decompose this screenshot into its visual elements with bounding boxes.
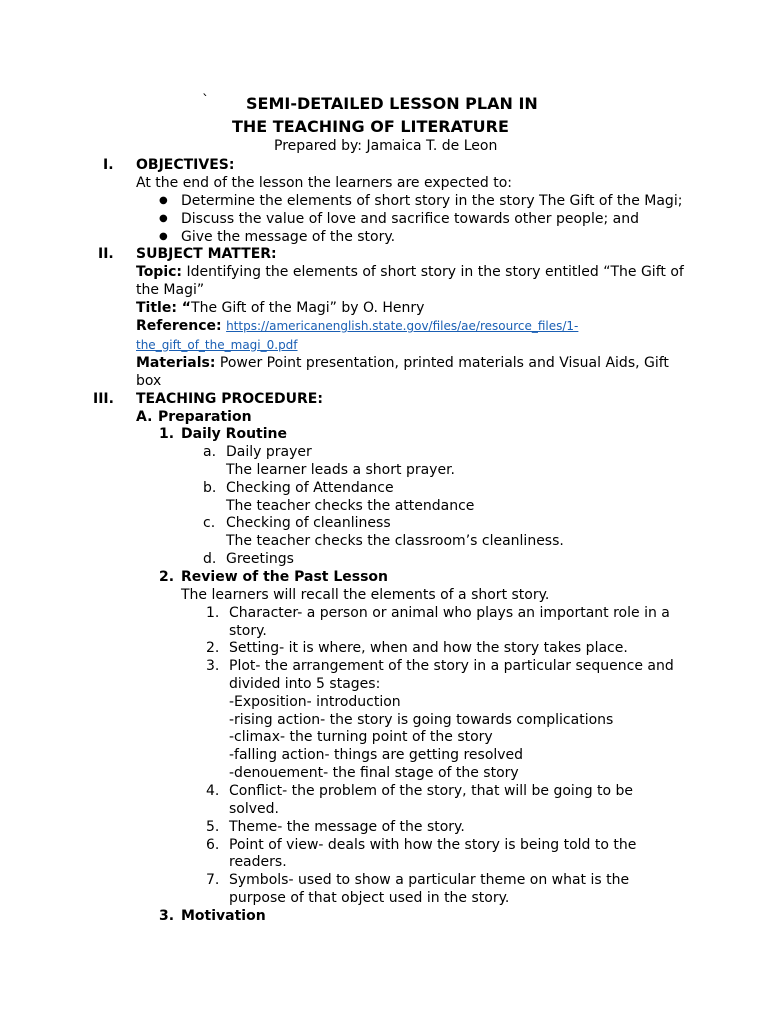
objective-bullet: Give the message of the story. (181, 229, 396, 245)
motivation-number: 3. (159, 908, 175, 924)
routine-letter: d. (203, 551, 217, 567)
review-number: 2. (159, 569, 175, 585)
review-intro: The learners will recall the elements of a short story. (181, 587, 550, 603)
materials-text: Power Point presentation, printed materials and Visual Aids, Gift (215, 355, 669, 371)
title-value: The Gift of the Magi” by O. Henry (191, 300, 425, 316)
bullet-icon: ● (159, 195, 168, 206)
review-item-number: 4. (206, 783, 220, 799)
preparation-label: Preparation (158, 409, 252, 425)
title-row (136, 299, 424, 317)
review-item-number: 1. (206, 605, 220, 621)
subject-numeral: II. (98, 246, 114, 262)
routine-desc: The teacher checks the attendance (226, 498, 475, 514)
materials-row (136, 354, 669, 372)
reference-link[interactable]: https://americanenglish.state.gov/files/ae/resource_files/1- (226, 319, 579, 333)
routine-letter: b. (203, 480, 217, 496)
procedure-numeral: III. (93, 391, 114, 407)
daily-routine-label: Daily Routine (181, 426, 287, 442)
reference-row (136, 317, 578, 335)
daily-routine-number: 1. (159, 426, 175, 442)
review-label: Review of the Past Lesson (181, 569, 389, 585)
procedure-heading: TEACHING PROCEDURE: (136, 391, 323, 407)
plot-stage: -climax- the turning point of the story (229, 729, 493, 745)
prepared-by: Prepared by: Jamaica T. de Leon (274, 138, 498, 154)
topic-label: Topic: (136, 264, 183, 280)
review-item-text: Plot- the arrangement of the story in a particular sequence and (229, 658, 674, 674)
reference-link-continued[interactable]: the_gift_of_the_magi_0.pdf (136, 338, 298, 352)
preparation-letter: A. (136, 409, 153, 425)
review-item-text: divided into 5 stages: (229, 676, 381, 692)
review-item-text: readers. (229, 854, 287, 870)
bullet-icon: ● (159, 213, 168, 224)
topic-line-2: the Magi” (136, 282, 205, 298)
review-item-text: Theme- the message of the story. (229, 819, 465, 835)
routine-letter: a. (203, 444, 217, 460)
bullet-icon: ● (159, 231, 168, 242)
objectives-numeral: I. (103, 157, 114, 173)
review-item-text: Point of view- deals with how the story is being told to the (229, 837, 637, 853)
materials-label: Materials: (136, 355, 216, 371)
routine-title: Daily prayer (226, 444, 312, 460)
routine-desc: The teacher checks the classroom’s cleanliness. (226, 533, 564, 549)
plot-stage: -falling action- things are getting resolved (229, 747, 524, 763)
materials-line-2: box (136, 373, 162, 389)
routine-title: Greetings (226, 551, 294, 567)
review-item-text: solved. (229, 801, 279, 817)
topic-text: Identifying the elements of short story in the story entitled “The Gift of (182, 264, 684, 280)
routine-letter: c. (203, 515, 216, 531)
routine-title: Checking of Attendance (226, 480, 394, 496)
review-item-text: Symbols- used to show a particular theme on what is the (229, 872, 630, 888)
objectives-intro: At the end of the lesson the learners are expected to: (136, 175, 513, 191)
backtick-mark: ` (202, 93, 209, 109)
review-item-number: 3. (206, 658, 220, 674)
title-line-2: THE TEACHING OF LITERATURE (232, 117, 509, 136)
review-item-number: 2. (206, 640, 220, 656)
objective-bullet: Determine the elements of short story in the story The Gift of the Magi; (181, 193, 683, 209)
title-label: Title: “ (136, 300, 192, 316)
reference-label: Reference: (136, 318, 222, 334)
review-item-number: 7. (206, 872, 220, 888)
title-line-1: SEMI-DETAILED LESSON PLAN IN (246, 94, 538, 113)
review-item-text: Setting- it is where, when and how the story takes place. (229, 640, 628, 656)
review-item-text: story. (229, 623, 267, 639)
subject-heading: SUBJECT MATTER: (136, 246, 277, 262)
plot-stage: -rising action- the story is going towards complications (229, 712, 614, 728)
objective-bullet: Discuss the value of love and sacrifice towards other people; and (181, 211, 639, 227)
routine-desc: The learner leads a short prayer. (226, 462, 455, 478)
plot-stage: -denouement- the final stage of the story (229, 765, 519, 781)
review-item-number: 5. (206, 819, 220, 835)
review-item-text: Conflict- the problem of the story, that will be going to be (229, 783, 634, 799)
objectives-heading: OBJECTIVES: (136, 157, 235, 173)
review-item-number: 6. (206, 837, 220, 853)
motivation-label: Motivation (181, 908, 266, 924)
review-item-text: Character- a person or animal who plays an important role in a (229, 605, 670, 621)
review-item-text: purpose of that object used in the story. (229, 890, 510, 906)
topic-line-1 (136, 263, 684, 281)
routine-title: Checking of cleanliness (226, 515, 391, 531)
plot-stage: -Exposition- introduction (229, 694, 401, 710)
